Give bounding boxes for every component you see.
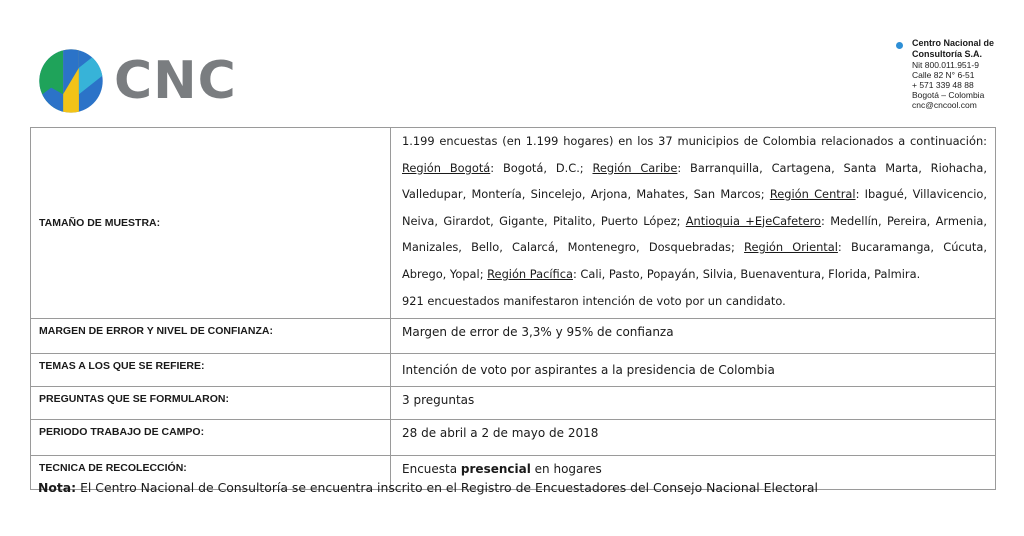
note-text: El Centro Nacional de Consultoría se encuentra inscrito en el Registro de Encuestadores del Consejo Nacional Electoral	[80, 480, 818, 495]
row-value: 3 preguntas	[391, 387, 996, 420]
note-label: Nota:	[38, 480, 77, 495]
region-name: Región Caribe	[592, 160, 678, 175]
sample-intro: 1.199 encuestas (en 1.199 hogares) en los 37 municipios de Colombia relacionados a continuación:	[402, 134, 987, 148]
survey-info-table	[30, 127, 996, 490]
table-row	[31, 319, 996, 354]
company-name: Centro Nacional de Consultoría S.A.	[912, 38, 995, 59]
row-label: PREGUNTAS QUE SE FORMULARON:	[31, 387, 391, 420]
row-label: TEMAS A LOS QUE SE REFIERE:	[31, 354, 391, 387]
row-value: Intención de voto por aspirantes a la presidencia de Colombia	[391, 354, 996, 387]
region-places: Ibagué, Villavicencio, Neiva, Girardot, Gigante, Pitalito, Puerto López;	[402, 187, 987, 228]
contact-nit: Nit 800.011.951-9	[912, 60, 979, 70]
row-label: TAMAÑO DE MUESTRA:	[31, 128, 391, 319]
row-label: MARGEN DE ERROR Y NIVEL DE CONFIANZA:	[31, 319, 391, 354]
contact-block	[898, 38, 1024, 110]
region-name: Antioquia +EjeCafetero	[685, 213, 822, 228]
region-places: Bucaramanga, Cúcuta, Abrego, Yopal;	[402, 240, 987, 281]
region-places: Bogotá, D.C.;	[502, 160, 584, 175]
technique-pre: Encuesta	[402, 462, 458, 477]
region-places: Cali, Pasto, Popayán, Silvia, Buenaventura, Florida, Palmira.	[580, 266, 921, 281]
bullet-icon	[896, 42, 903, 49]
row-label: PERIODO TRABAJO DE CAMPO:	[31, 420, 391, 456]
row-value: 28 de abril a 2 de mayo de 2018	[391, 420, 996, 456]
technique-post: en hogares	[534, 462, 602, 477]
contact-address: Calle 82 N° 6-51	[912, 70, 975, 80]
contact-city: Bogotá – Colombia	[912, 90, 985, 100]
row-value: Margen de error de 3,3% y 95% de confianza	[391, 319, 996, 354]
sample-footer: 921 encuestados manifestaron intención de voto por un candidato.	[402, 293, 786, 308]
contact-email[interactable]: cnc@cncool.com	[912, 100, 977, 110]
table-row	[31, 387, 996, 420]
region-places: Barranquilla, Cartagena, Santa Marta, Riohacha, Valledupar, Montería, Sincelejo, Arjona, Mahates, San Marcos;	[402, 160, 987, 202]
note	[38, 480, 818, 495]
brand-name: CNC	[114, 51, 237, 111]
technique-bold: presencial	[460, 462, 531, 477]
region-name: Región Bogotá	[402, 160, 491, 175]
cnc-logo	[38, 48, 237, 114]
table-row	[31, 420, 996, 456]
row-label: TECNICA DE RECOLECCIÓN:	[31, 456, 391, 490]
cnc-logo-icon	[38, 48, 104, 114]
region-places: Medellín, Pereira, Armenia, Manizales, Bello, Calarcá, Montenegro, Dosquebradas;	[402, 213, 987, 255]
region-name: Región Pacífica	[487, 266, 573, 281]
table-row	[31, 128, 996, 319]
sample-text: 1.199 encuestas (en 1.199 hogares) en los 37 municipios de Colombia relacionados a continuación: Región Bogotá: Bogotá, D.C.; Región Caribe: Barranquilla, Cartagena, Santa Marta, Riohacha, Valledupar, Montería, Sincelejo, Arjona, Mahates, San Marcos; Región Central: Ibagué, Villavicencio, Neiva, Girardot, Gigante, Pitalito, Puerto López; Antioquia +EjeCafetero: Medellín, Pereira, Armenia, Manizales, Bello, Calarcá, Montenegro, Dosquebradas; Región Oriental: Bucaramanga, Cúcuta, Abrego, Yopal; Región Pacífica: Cali, Pasto, Popayán, Silvia, Buenaventura, Florida, Palmira. 921 encuestados manifestaron intención de voto por un candidato.	[402, 134, 987, 308]
table-row	[31, 354, 996, 387]
region-name: Región Central	[769, 187, 856, 202]
region-name: Región Oriental	[744, 240, 838, 255]
contact-phone: + 571 339 48 88	[912, 80, 974, 90]
sample-description	[391, 128, 996, 319]
